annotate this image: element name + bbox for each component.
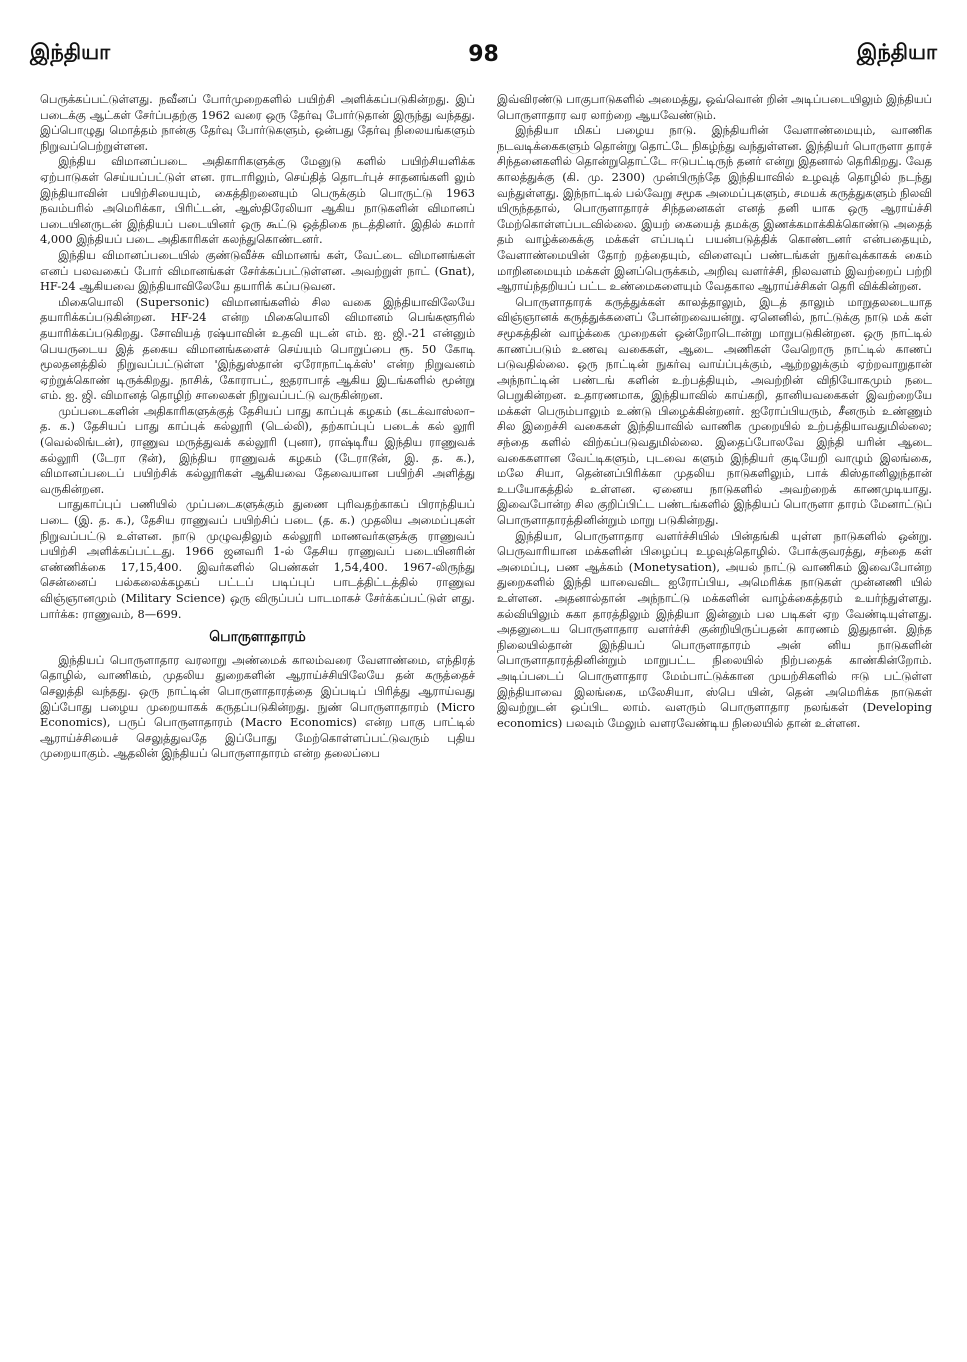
body-paragraph: இந்தியா மிகப் பழைய நாடு. இந்தியரின் வேளாண்மையும், வாணிக நடவடிக்கைகளும் தொன்று தொட்டே நிகழ்ந்து வந்துள்ளன. இந்தியர் பொருளா தாரச் சிந்தனைகளில் தொன்றுதொட்டே ஈடுபட்டிருந் தனர் என்று இதனால் தெரிகிறது. வேத காலத்துக்கு (கி. மு. 2300) முன்பிருந்தே இந்தியாவில் உழவுத் தொழில் நடந்து வந்துள்ளது. இந்நாட்டில் பல்வேறு சமூக அமைப்புகளும், சமயக் கருத்துகளும் நிலவி யிருந்ததால், பொருளாதாரச் சிந்தனைகள் எனத் தனி யாக ஒரு ஆராய்ச்சி மேற்கொள்ளப்படவில்லை. இயற் கையைத் தமக்கு இணக்கமாக்கிக்கொண்டு அதைத் தம் வாழ்க்கைக்கு மக்கள் எப்படிப் பயன்படுத்திக் கொண்டனர் என்பதையும், வேளாண்மையின் தோற் றத்தையும், விளைவுப் பண்டங்கள் நுகர்வுக்காகக் கைம் மாறினமையும் மக்கள் இனப்பெருக்கம், அறிவு வளர்ச்சி, நிலவளம் இவற்றைப் பற்றி ஆராய்ந்தறியப் பட்ட உண்மைகளையும் வேதகால ஆராய்ச்சிகள் தெரி விக்கின்றன.: [497, 123, 932, 294]
body-paragraph: இந்தியப் பொருளாதார வரலாறு அண்மைக் காலம்வரை வேளாண்மை, எந்திரத் தொழில், வாணிகம், முதலிய துறைகளின் ஆராய்ச்சியிலேயே தன் கருத்தைச் செலுத்தி வந்தது. ஒரு நாட்டின் பொருளாதாரத்தை இப்படிப் பிரித்து ஆராய்வது இப்போது பழைய முறையாகக் கருதப்படுகின்றது. நுண் பொருளாதாரம் (Micro Economics), பருப் பொருளாதாரம் (Macro Economics) என்ற பாகு பாட்டில் ஆராய்ச்சியைச் செலுத்துவதே இப்போது மேற்கொள்ளப்பட்டுவரும் புதிய முறையாகும். ஆதலின் இந்தியப் பொருளாதாரம் என்ற தலைப்பை: [40, 652, 475, 761]
body-paragraph: இந்திய விமானப்படையில் குண்டுவீச்சு விமானங் கள், வேட்டை விமானங்கள் எனப் பலவகைப் போர் விமானங்கள் சேர்க்கப்பட்டுள்ளன. அவற்றுள் நாட் (Gnat), HF-24 ஆகியவை இந்தியாவிலேயே தயாரிக் கப்படுவன.: [40, 247, 475, 294]
page-header: [30, 40, 937, 80]
body-paragraph: பொருளாதாரக் கருத்துக்கள் காலத்தாலும், இடத் தாலும் மாறுதலடையாத விஞ்ஞானக் கருத்துக்களைப் போன்றவையன்று. ஏனெனில், நாட்டுக்கு நாடு மக் கள் சமூகத்தின் வாழ்க்கை முறைகள் ஒன்றோடொன்று மாறுபடுகின்றன. ஒரு நாட்டில் காணப்படும் உணவு வகைகள், ஆடை அணிகள் வேறொரு நாட்டில் காணப் படுவதில்லை. ஒரு நாட்டின் நுகர்வு வாய்ப்புக்கும், ஆற்றலுக்கும் ஏற்றவாறுதான் அந்நாட்டின் பண்டங் களின் உற்பத்தியும், அவற்றின் விநியோகமும் நடை பெறுகின்றன. உதாரணமாக, இந்தியாவில் காய்கறி, தானியவகைகள் இவற்றையே மக்கள் பெரும்பாலும் உண்டு பிழைக்கின்றனர். ஐரோப்பியரும், சீனரும் உண்ணும் சில இறைச்சி வகைகள் இந்தியாவில் வாணிக முறையில் உற்பத்தியாவதுமில்லை; சந்தை களில் விற்கப்படுவதுமில்லை. இதைப்போலவே இந்தி யரின் ஆடை வகைகளான வேட்டிகளும், புடவை களும் இந்தியர் குடியேறி வாழும் இலங்கை, மலே சியா, தென்னப்பிரிக்கா முதலிய நாடுகளிலும், பாக் கிஸ்தானிலுந்தான் உபயோகத்தில் உள்ளன. ஏனைய நாடுகளில் அவற்றைக் காணமுடியாது. இவைபோன்ற சில குறிப்பிட்ட பண்டங்களில் இந்தியப் பொருளா தாரம் மேனாட்டுப் பொருளாதாரத்தினின்றும் மாறு படுகின்றது.: [497, 294, 932, 528]
body-paragraph: இவ்விரண்டு பாகுபாடுகளில் அமைத்து, ஒவ்வொன் றின் அடிப்படையிலும் இந்தியப் பொருளாதார வர லாற்றை ஆயவேண்டும்.: [497, 92, 932, 122]
running-title-left: இந்தியா: [30, 40, 111, 64]
body-paragraph: இந்திய விமானப்படை அதிகாரிகளுக்கு மேனுடு களில் பயிற்சியளிக்க ஏற்பாடுகள் செய்யப்பட்டுள் ளன. ராடாரிலும், செய்தித் தொடர்புச் சாதனங்களி லும் இந்தியாவின் பயிற்சியையும், கைத்திறனையும் பெருக்கும் பொருட்டு 1963 நவம்பரில் அமெரிக்கா, பிரிட்டன், ஆஸ்திரேலியா ஆகிய நாடுகளின் விமானப் படையினருடன் இந்தியப் படையினர் ஒரு கூட்டு ஒத்திகை நடத்தினர். இதில் சுமார் 4,000 இந்தியப் படை அதிகாரிகள் கலந்துகொண்டனர்.: [40, 154, 475, 247]
body-paragraph: முப்படைகளின் அதிகாரிகளுக்குத் தேசியப் பாது காப்புக் கழகம் (கடக்வாஸ்லா–த. க.) தேசியப் பாது காப்புக் கல்லூரி (டெல்லி), தற்காப்புப் படைக் கல் லூரி (வெல்லிங்டன்), ராணுவ மருத்துவக் கல்லூரி (புனா), ராஷ்டிரீய இந்திய ராணுவக் கல்லூரி (டேரா டூன்), இந்திய ராணுவக் கழகம் (டேராடூன், இ. த. க.), விமானப்படைப் பயிற்சிக் கல்லூரிகள் ஆகியவை தேவையான பயிற்சி அளித்து வருகின்றன.: [40, 403, 475, 496]
body-paragraph: பெருக்கப்பட்டுள்ளது. நவீனப் போர்முறைகளில் பயிற்சி அளிக்கப்படுகின்றது. இப் படைக்கு ஆட்கள் சேர்ப்பதற்கு 1962 வரை ஒரு தேர்வு போர்டுதான் இருந்து வந்தது. இப்பொழுது மொத்தம் நான்கு தேர்வு போர்டுகளும், ஒன்பது தேர்வு நிலையங்களும் நிறுவப்பெற்றுள்ளன.: [40, 92, 475, 153]
running-title-right: இந்தியா: [856, 40, 937, 64]
left-column: [40, 92, 475, 762]
body-paragraph: பாதுகாப்புப் பணியில் முப்படைகளுக்கும் துணை புரிவதற்காகப் பிராந்தியப் படை (இ. த. க.), தேசிய ராணுவப் பயிற்சிப் படை (த. க.) முதலிய அமைப்புகள் நிறுவப்பட்டு உள்ளன. நாடு முழுவதிலும் கல்லூரி மாணவர்களுக்கு ராணுவப் பயிற்சி அளிக்கப்பட்டது. 1966 ஜனவரி 1-ல் தேசிய ராணுவப் படையினரின் எண்ணிக்கை 17,15,400. இவர்களில் பெண்கள் 1,54,400. 1967-லிருந்து சென்னைப் பல்கலைக்கழகப் பட்டப் படிப்புப் பாடத்திட்டத்தில் ராணுவ விஞ்ஞானமும் (Military Science) ஒரு விருப்பப் பாடமாகச் சேர்க்கப்பட்டுள் ளது. பார்க்க: ராணுவம், 8—699.: [40, 497, 475, 621]
section-heading: பொருளாதாரம்: [209, 629, 306, 646]
page-number: 98: [468, 42, 499, 67]
body-paragraph: இந்தியா, பொருளாதார வளர்ச்சியில் பின்தங்கி யுள்ள நாடுகளில் ஒன்று. பெருவாரியான மக்களின் பிழைப்பு உழவுத்தொழில். போக்குவரத்து, சந்தை கள் அமைப்பு, பண ஆக்கம் (Monetysation), அயல் நாட்டு வாணிகம் இவைபோன்ற துறைகளில் இந்தி யாவைவிட ஐரோப்பிய, அமெரிக்க நாடுகள் முன்னணி யில் உள்ளன. அதனால்தான் அந்நாட்டு மக்களின் வாழ்க்கைத்தரம் உயர்ந்துள்ளது. கல்வியிலும் சுகா தாரத்திலும் இந்தியா இன்னும் பல படிகள் ஏற வேண்டியுள்ளது. அதனுடைய பொருளாதார வளர்ச்சி குன்றியிருப்பதன் காரணம் இதுதான். இந்த நிலையில்தான் இந்தியப் பொருளாதாரம் அன் னிய நாடுகளின் பொருளாதாரத்தினின்றும் மாறுபட்ட நிலையில் நிற்பதைக் காண்கின்றோம். அடிப்படைப் பொருளாதார மேம்பாட்டுக்கான முயற்சிகளில் ஈடு பட்டுள்ள இந்தியாவை இலங்கை, மலேசியா, ஸ்பெ யின், தென் அமெரிக்க நாடுகள் இவற்றுடன் ஒப்பிட லாம். வளரும் பொருளாதார நலங்கள் (Developing economics) பலவும் மேலும் வளரவேண்டிய நிலையில் தான் உள்ளன.: [497, 528, 932, 730]
right-column: [497, 92, 932, 731]
body-paragraph: மிகையொலி (Supersonic) விமானங்களில் சில வகை இந்தியாவிலேயே தயாரிக்கப்படுகின்றன. HF-24 என்ற மிகையொலி விமானம் பெங்களூரில் தயாரிக்கப்படுகிறது. சோவியத் ரஷ்யாவின் உதவி யுடன் எம். ஐ. ஜி.-21 என்னும் பெயருடைய இத் தகைய விமானங்களைச் செய்யும் பொறுப்பை ரூ. 50 கோடி மூலதனத்தில் நிறுவப்பட்டுள்ள 'இந்துஸ்தான் ஏரோநாட்டிக்ஸ்' என்ற நிறுவனம் ஏற்றுக்கொண் டிருக்கிறது. நாசிக், கோராபட், ஐதராபாத் ஆகிய இடங்களில் மூன்று எம். ஐ. ஜி. விமானத் தொழிற் சாலைகள் நிறுவப்பட்டு வருகின்றன.: [40, 294, 475, 403]
